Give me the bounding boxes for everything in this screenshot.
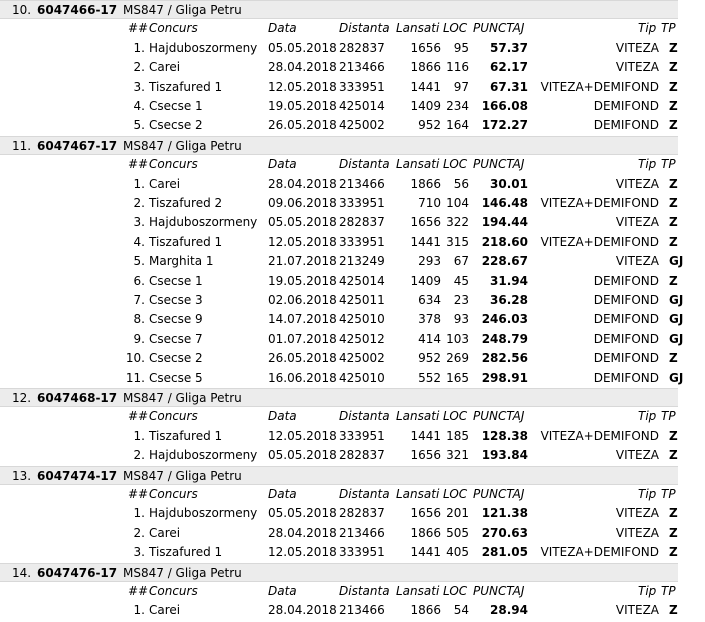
tp-cell: Z: [669, 234, 678, 249]
concurs-cell: Csecse 2: [149, 351, 203, 366]
tp-cell: Z: [669, 545, 678, 560]
concurs-cell: Carei: [149, 60, 181, 75]
row-number: 6.: [133, 273, 145, 288]
lansati-cell: 1866: [410, 60, 441, 75]
tp-cell: Z: [669, 448, 678, 463]
tp-cell: Z: [669, 118, 678, 133]
table-row: [0, 233, 705, 252]
col-hash: ##: [128, 409, 149, 424]
loc-cell: 405: [446, 545, 469, 560]
col-distanta: Distanta: [339, 409, 390, 424]
ring-id: 6047467-17: [37, 138, 118, 153]
tp-cell: Z: [669, 40, 678, 55]
row-number: 3.: [133, 215, 145, 230]
row-number: 2.: [133, 448, 145, 463]
loc-cell: 23: [453, 293, 469, 307]
lansati-cell: 1409: [410, 99, 441, 113]
tip-cell: DEMIFOND: [593, 118, 659, 133]
tp-cell: Z: [669, 506, 678, 521]
group-rank: 14.: [12, 565, 32, 580]
punctaj-cell: 36.28: [490, 293, 528, 307]
lansati-cell: 552: [418, 370, 441, 385]
row-number: 2.: [133, 196, 145, 210]
tip-cell: VITEZA: [615, 176, 659, 191]
tp-cell: GJ: [669, 254, 684, 269]
col-hash: ##: [128, 21, 149, 36]
date-cell: 16.06.2018: [268, 370, 337, 385]
row-number: 2.: [133, 60, 145, 75]
concurs-cell: Csecse 1: [149, 99, 203, 113]
group-header: [0, 563, 678, 582]
lansati-cell: 1656: [410, 506, 441, 521]
date-cell: 28.04.2018: [268, 60, 337, 75]
col-tip: Tip: [638, 487, 657, 501]
date-cell: 05.05.2018: [268, 40, 337, 55]
tip-cell: VITEZA+DEMIFOND: [540, 545, 659, 560]
loc-cell: 185: [446, 428, 469, 443]
date-cell: 28.04.2018: [268, 525, 337, 540]
owner: MS847 / Gliga Petru: [123, 565, 242, 580]
date-cell: 21.07.2018: [268, 254, 337, 269]
punctaj-cell: 228.67: [481, 254, 528, 269]
tip-cell: DEMIFOND: [593, 99, 659, 113]
concurs-cell: Csecse 9: [149, 312, 203, 327]
tp-cell: GJ: [669, 370, 684, 385]
concurs-cell: Tiszafured 1: [149, 545, 223, 560]
distance-cell: 425010: [339, 370, 385, 385]
table-row: [0, 310, 705, 329]
punctaj-cell: 270.63: [481, 525, 528, 540]
loc-cell: 104: [446, 196, 469, 210]
owner: MS847 / Gliga Petru: [123, 468, 242, 483]
date-cell: 01.07.2018: [268, 331, 337, 346]
loc-cell: 165: [446, 370, 469, 385]
concurs-cell: Csecse 2: [149, 118, 203, 133]
tip-cell: VITEZA: [615, 40, 659, 55]
table-row: [0, 252, 705, 271]
punctaj-cell: 281.05: [481, 545, 528, 560]
date-cell: 05.05.2018: [268, 448, 337, 463]
concurs-cell: Csecse 3: [149, 293, 203, 307]
col-loc: LOC: [443, 157, 468, 172]
concurs-cell: Csecse 5: [149, 370, 203, 385]
tip-cell: VITEZA: [615, 448, 659, 463]
punctaj-cell: 298.91: [481, 370, 528, 385]
col-data: Data: [268, 157, 297, 172]
lansati-cell: 1656: [410, 40, 441, 55]
col-loc: LOC: [443, 584, 468, 598]
lansati-cell: 1441: [410, 428, 441, 443]
col-punctaj: PUNCTAJ: [473, 584, 525, 598]
group-rank: 11.: [12, 138, 32, 153]
owner: MS847 / Gliga Petru: [123, 3, 242, 17]
punctaj-cell: 166.08: [481, 99, 528, 113]
tp-cell: Z: [669, 428, 678, 443]
date-cell: 02.06.2018: [268, 293, 337, 307]
tip-cell: DEMIFOND: [593, 312, 659, 327]
col-concurs: Concurs: [149, 157, 198, 172]
lansati-cell: 293: [418, 254, 441, 269]
col-distanta: Distanta: [339, 487, 390, 501]
concurs-cell: Tiszafured 1: [149, 79, 223, 94]
concurs-cell: Csecse 1: [149, 273, 203, 288]
loc-cell: 505: [446, 525, 469, 540]
concurs-cell: Carei: [149, 525, 181, 540]
row-number: 7.: [133, 293, 145, 307]
col-data: Data: [268, 584, 297, 598]
tp-cell: Z: [669, 525, 678, 540]
distance-cell: 425002: [339, 118, 385, 133]
col-tp: TP: [661, 157, 676, 172]
col-lansati: Lansati: [396, 21, 440, 36]
tp-cell: Z: [669, 603, 678, 618]
ring-id: 6047476-17: [37, 565, 118, 580]
distance-cell: 213466: [339, 603, 385, 618]
lansati-cell: 1866: [410, 603, 441, 618]
date-cell: 28.04.2018: [268, 176, 337, 191]
col-tip: Tip: [638, 21, 657, 36]
punctaj-cell: 28.94: [490, 603, 528, 618]
punctaj-cell: 67.31: [490, 79, 528, 94]
tp-cell: GJ: [669, 331, 684, 346]
tip-cell: DEMIFOND: [593, 293, 659, 307]
table-row: [0, 116, 705, 135]
table-row: [0, 213, 705, 232]
group-rank: 12.: [12, 391, 32, 405]
tip-cell: DEMIFOND: [593, 351, 659, 366]
distance-cell: 425014: [339, 99, 385, 113]
ring-id: 6047474-17: [37, 468, 118, 483]
date-cell: 05.05.2018: [268, 215, 337, 230]
tip-cell: VITEZA: [615, 254, 659, 269]
distance-cell: 213466: [339, 60, 385, 75]
concurs-cell: Hajduboszormeny: [149, 215, 258, 230]
col-tp: TP: [661, 21, 676, 36]
date-cell: 05.05.2018: [268, 506, 337, 521]
loc-cell: 95: [453, 40, 469, 55]
table-row: [0, 601, 705, 620]
punctaj-cell: 128.38: [481, 428, 528, 443]
column-header-row: [0, 407, 705, 426]
owner: MS847 / Gliga Petru: [123, 391, 242, 405]
tp-cell: Z: [669, 351, 678, 366]
table-row: [0, 446, 705, 465]
table-row: [0, 272, 705, 291]
table-row: [0, 97, 705, 116]
table-row: [0, 330, 705, 349]
punctaj-cell: 172.27: [481, 118, 528, 133]
distance-cell: 282837: [339, 448, 385, 463]
col-data: Data: [268, 409, 297, 424]
table-row: [0, 349, 705, 368]
row-number: 10.: [125, 351, 145, 366]
table-row: [0, 504, 705, 523]
loc-cell: 103: [446, 331, 469, 346]
group-header: [0, 388, 678, 407]
distance-cell: 333951: [339, 234, 385, 249]
loc-cell: 322: [446, 215, 469, 230]
concurs-cell: Tiszafured 2: [149, 196, 223, 210]
col-data: Data: [268, 21, 297, 36]
row-number: 1.: [133, 603, 145, 618]
date-cell: 26.05.2018: [268, 118, 337, 133]
tp-cell: Z: [669, 79, 678, 94]
date-cell: 19.05.2018: [268, 273, 337, 288]
column-header-row: [0, 19, 705, 38]
punctaj-cell: 146.48: [481, 196, 528, 210]
col-tp: TP: [661, 584, 676, 598]
col-lansati: Lansati: [396, 487, 440, 501]
date-cell: 12.05.2018: [268, 428, 337, 443]
row-number: 9.: [133, 331, 145, 346]
tip-cell: VITEZA: [615, 506, 659, 521]
punctaj-cell: 248.79: [481, 331, 528, 346]
tp-cell: Z: [669, 176, 678, 191]
col-punctaj: PUNCTAJ: [473, 21, 525, 36]
tp-cell: Z: [669, 99, 678, 113]
distance-cell: 425011: [339, 293, 385, 307]
tip-cell: VITEZA+DEMIFOND: [540, 428, 659, 443]
lansati-cell: 1866: [410, 525, 441, 540]
group-rank: 10.: [12, 3, 32, 17]
tip-cell: VITEZA: [615, 215, 659, 230]
column-header-row: [0, 582, 705, 601]
col-punctaj: PUNCTAJ: [473, 157, 525, 172]
distance-cell: 333951: [339, 545, 385, 560]
tip-cell: VITEZA+DEMIFOND: [540, 196, 659, 210]
row-number: 2.: [133, 525, 145, 540]
loc-cell: 201: [446, 506, 469, 521]
row-number: 4.: [133, 99, 145, 113]
ring-id: 6047468-17: [37, 391, 118, 405]
distance-cell: 425014: [339, 273, 385, 288]
loc-cell: 93: [453, 312, 469, 327]
ring-id: 6047466-17: [37, 3, 118, 17]
tp-cell: Z: [669, 196, 678, 210]
tip-cell: VITEZA+DEMIFOND: [540, 234, 659, 249]
date-cell: 12.05.2018: [268, 234, 337, 249]
row-number: 5.: [133, 118, 145, 133]
col-loc: LOC: [443, 487, 468, 501]
distance-cell: 425002: [339, 351, 385, 366]
col-tp: TP: [661, 487, 676, 501]
loc-cell: 315: [446, 234, 469, 249]
table-row: [0, 78, 705, 97]
table-row: [0, 175, 705, 194]
col-hash: ##: [128, 584, 149, 598]
col-tp: TP: [661, 409, 676, 424]
lansati-cell: 952: [418, 118, 441, 133]
col-loc: LOC: [443, 21, 468, 36]
punctaj-cell: 121.38: [481, 506, 528, 521]
table-row: [0, 524, 705, 543]
loc-cell: 116: [446, 60, 469, 75]
col-punctaj: PUNCTAJ: [473, 487, 525, 501]
distance-cell: 213466: [339, 525, 385, 540]
distance-cell: 425012: [339, 331, 385, 346]
loc-cell: 269: [446, 351, 469, 366]
tp-cell: GJ: [669, 293, 684, 307]
column-header-row: [0, 155, 705, 174]
table-row: [0, 543, 705, 562]
punctaj-cell: 31.94: [490, 273, 528, 288]
punctaj-cell: 30.01: [490, 176, 528, 191]
col-concurs: Concurs: [149, 21, 198, 36]
col-lansati: Lansati: [396, 157, 440, 172]
row-number: 4.: [133, 234, 145, 249]
col-distanta: Distanta: [339, 584, 390, 598]
col-lansati: Lansati: [396, 584, 440, 598]
distance-cell: 282837: [339, 506, 385, 521]
date-cell: 09.06.2018: [268, 196, 337, 210]
group-rank: 13.: [12, 468, 32, 483]
loc-cell: 54: [453, 603, 469, 618]
row-number: 3.: [133, 545, 145, 560]
row-number: 1.: [133, 428, 145, 443]
column-header-row: [0, 485, 705, 504]
col-distanta: Distanta: [339, 157, 390, 172]
loc-cell: 321: [446, 448, 469, 463]
concurs-cell: Tiszafured 1: [149, 428, 223, 443]
table-row: [0, 427, 705, 446]
lansati-cell: 1409: [410, 273, 441, 288]
date-cell: 19.05.2018: [268, 99, 337, 113]
lansati-cell: 414: [418, 331, 441, 346]
table-row: [0, 39, 705, 58]
tip-cell: DEMIFOND: [593, 331, 659, 346]
table-row: [0, 291, 705, 310]
owner: MS847 / Gliga Petru: [123, 138, 242, 153]
col-concurs: Concurs: [149, 584, 198, 598]
concurs-cell: Hajduboszormeny: [149, 448, 258, 463]
row-number: 5.: [133, 254, 145, 269]
punctaj-cell: 62.17: [490, 60, 528, 75]
row-number: 8.: [133, 312, 145, 327]
concurs-cell: Carei: [149, 603, 181, 618]
col-tip: Tip: [638, 409, 657, 424]
loc-cell: 234: [446, 99, 469, 113]
distance-cell: 282837: [339, 40, 385, 55]
lansati-cell: 378: [418, 312, 441, 327]
tip-cell: VITEZA: [615, 603, 659, 618]
punctaj-cell: 194.44: [481, 215, 528, 230]
distance-cell: 425010: [339, 312, 385, 327]
date-cell: 26.05.2018: [268, 351, 337, 366]
col-loc: LOC: [443, 409, 468, 424]
date-cell: 12.05.2018: [268, 79, 337, 94]
row-number: 1.: [133, 176, 145, 191]
col-lansati: Lansati: [396, 409, 440, 424]
date-cell: 14.07.2018: [268, 312, 337, 327]
table-row: [0, 369, 705, 388]
punctaj-cell: 246.03: [481, 312, 528, 327]
table-row: [0, 58, 705, 77]
lansati-cell: 952: [418, 351, 441, 366]
concurs-cell: Hajduboszormeny: [149, 506, 258, 521]
distance-cell: 333951: [339, 428, 385, 443]
punctaj-cell: 218.60: [481, 234, 528, 249]
lansati-cell: 634: [418, 293, 441, 307]
tip-cell: VITEZA+DEMIFOND: [540, 79, 659, 94]
lansati-cell: 1866: [410, 176, 441, 191]
col-hash: ##: [128, 487, 149, 501]
col-hash: ##: [128, 157, 149, 172]
row-number: 11.: [125, 370, 145, 385]
lansati-cell: 1656: [410, 448, 441, 463]
group-header: [0, 0, 678, 19]
lansati-cell: 1441: [410, 545, 441, 560]
punctaj-cell: 57.37: [490, 40, 528, 55]
col-distanta: Distanta: [339, 21, 390, 36]
tp-cell: GJ: [669, 312, 684, 327]
punctaj-cell: 282.56: [481, 351, 528, 366]
distance-cell: 333951: [339, 79, 385, 94]
distance-cell: 333951: [339, 196, 385, 210]
concurs-cell: Marghita 1: [149, 254, 214, 269]
date-cell: 12.05.2018: [268, 545, 337, 560]
tip-cell: DEMIFOND: [593, 273, 659, 288]
col-punctaj: PUNCTAJ: [473, 409, 525, 424]
tip-cell: VITEZA: [615, 525, 659, 540]
date-cell: 28.04.2018: [268, 603, 337, 618]
loc-cell: 67: [453, 254, 469, 269]
concurs-cell: Hajduboszormeny: [149, 40, 258, 55]
distance-cell: 213249: [339, 254, 385, 269]
lansati-cell: 1656: [410, 215, 441, 230]
tp-cell: Z: [669, 60, 678, 75]
concurs-cell: Csecse 7: [149, 331, 203, 346]
tp-cell: Z: [669, 215, 678, 230]
row-number: 1.: [133, 506, 145, 521]
col-concurs: Concurs: [149, 487, 198, 501]
col-tip: Tip: [638, 157, 657, 172]
tp-cell: Z: [669, 273, 678, 288]
row-number: 3.: [133, 79, 145, 94]
group-header: [0, 466, 678, 485]
group-header: [0, 136, 678, 155]
row-number: 1.: [133, 40, 145, 55]
distance-cell: 282837: [339, 215, 385, 230]
lansati-cell: 710: [418, 196, 441, 210]
loc-cell: 45: [453, 273, 469, 288]
table-row: [0, 194, 705, 213]
loc-cell: 97: [453, 79, 469, 94]
col-concurs: Concurs: [149, 409, 198, 424]
lansati-cell: 1441: [410, 234, 441, 249]
tip-cell: VITEZA: [615, 60, 659, 75]
col-data: Data: [268, 487, 297, 501]
col-tip: Tip: [638, 584, 657, 598]
tip-cell: DEMIFOND: [593, 370, 659, 385]
concurs-cell: Tiszafured 1: [149, 234, 223, 249]
lansati-cell: 1441: [410, 79, 441, 94]
loc-cell: 56: [453, 176, 469, 191]
distance-cell: 213466: [339, 176, 385, 191]
punctaj-cell: 193.84: [481, 448, 528, 463]
loc-cell: 164: [446, 118, 469, 133]
concurs-cell: Carei: [149, 176, 181, 191]
